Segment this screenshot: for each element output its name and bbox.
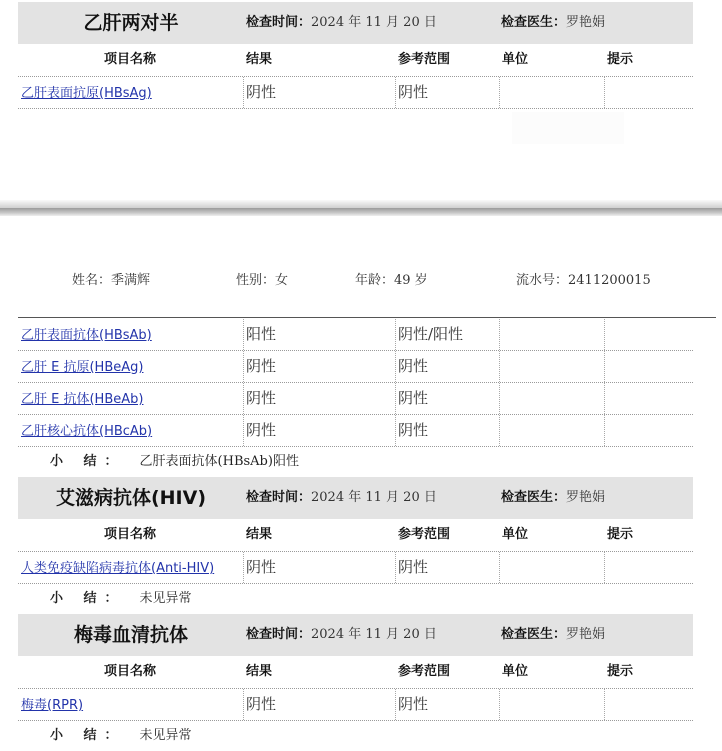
section-header-hiv: [18, 477, 693, 519]
item-link[interactable]: 乙肝 E 抗体(HBeAb): [21, 392, 144, 407]
summary-label: 小 结：: [50, 591, 126, 606]
blank-patch: [512, 112, 624, 144]
table-row: [18, 383, 693, 415]
summary-line: [50, 584, 192, 614]
result-value: 阴性: [246, 83, 277, 101]
col-range: 参考范围: [398, 664, 451, 679]
check-date: 2024 年 11 月 20 日: [311, 490, 437, 505]
col-result: 结果: [246, 527, 273, 542]
range-value: 阴性: [398, 558, 429, 576]
column-header-row: [18, 44, 693, 77]
section-title: 梅毒血清抗体: [73, 624, 188, 646]
range-value: 阴性: [398, 389, 429, 407]
section-header-syphilis: [18, 614, 693, 656]
col-hint: 提示: [607, 664, 634, 679]
check-time: 检查时间：2024 年 11 月 20 日: [246, 627, 437, 642]
doctor-name: 罗艳娟: [566, 15, 606, 30]
range-value: 阴性: [398, 357, 429, 375]
section-header-hepatitis-b: [18, 2, 693, 44]
col-range: 参考范围: [398, 527, 451, 542]
check-date: 2024 年 11 月 20 日: [311, 15, 437, 30]
serial-number: 流水号：2411200015: [516, 273, 651, 288]
col-result: 结果: [246, 664, 273, 679]
col-name: 项目名称: [104, 664, 157, 679]
summary-line: [50, 721, 192, 751]
table-row: [18, 319, 693, 351]
col-unit: 单位: [502, 664, 529, 679]
table-row: [18, 77, 693, 109]
item-link[interactable]: 乙肝 E 抗原(HBeAg): [21, 360, 144, 375]
check-time: 检查时间：2024 年 11 月 20 日: [246, 15, 437, 30]
col-hint: 提示: [607, 52, 634, 67]
summary-label: 小 结：: [50, 728, 126, 743]
col-name: 项目名称: [104, 527, 157, 542]
column-header-row: [18, 519, 693, 552]
patient-age: 年龄：49 岁: [355, 273, 428, 288]
section-title: 艾滋病抗体(HIV): [55, 487, 207, 509]
col-unit: 单位: [502, 52, 529, 67]
table-row: [18, 351, 693, 383]
result-value: 阴性: [246, 389, 277, 407]
page-break-shadow: [0, 200, 722, 208]
column-header-row: [18, 656, 693, 689]
check-doctor: 检查医生：罗艳娟: [501, 15, 606, 30]
check-time: 检查时间：2024 年 11 月 20 日: [246, 490, 437, 505]
summary-label: 小 结：: [50, 454, 126, 469]
summary-line: [50, 447, 299, 477]
result-value: 阴性: [246, 421, 277, 439]
check-doctor: 检查医生：罗艳娟: [501, 490, 606, 505]
summary-text: 未见异常: [139, 728, 192, 743]
range-value: 阴性: [398, 695, 429, 713]
item-link[interactable]: 乙肝表面抗原(HBsAg): [21, 86, 152, 101]
col-result: 结果: [246, 52, 273, 67]
result-value: 阴性: [246, 558, 277, 576]
result-value: 阳性: [246, 325, 277, 343]
item-link[interactable]: 梅毒(RPR): [21, 698, 84, 713]
patient-divider: [18, 317, 716, 318]
check-doctor: 检查医生：罗艳娟: [501, 627, 606, 642]
section-title: 乙肝两对半: [83, 12, 179, 34]
table-row: [18, 689, 693, 721]
result-value: 阴性: [246, 357, 277, 375]
check-date: 2024 年 11 月 20 日: [311, 627, 437, 642]
item-link[interactable]: 人类免疫缺陷病毒抗体(Anti-HIV): [21, 561, 215, 576]
item-link[interactable]: 乙肝表面抗体(HBsAb): [21, 328, 152, 343]
range-value: 阴性: [398, 83, 429, 101]
patient-gender: 性别：女: [236, 273, 289, 288]
item-link[interactable]: 乙肝核心抗体(HBcAb): [21, 424, 153, 439]
range-value: 阴性/阳性: [398, 325, 464, 343]
patient-name: 姓名：季满辉: [72, 273, 151, 288]
result-value: 阴性: [246, 695, 277, 713]
page-break: [0, 208, 722, 216]
summary-text: 乙肝表面抗体(HBsAb)阳性: [139, 454, 299, 469]
summary-text: 未见异常: [139, 591, 192, 606]
col-name: 项目名称: [104, 52, 157, 67]
col-range: 参考范围: [398, 52, 451, 67]
col-hint: 提示: [607, 527, 634, 542]
range-value: 阴性: [398, 421, 429, 439]
doctor-name: 罗艳娟: [566, 490, 606, 505]
doctor-name: 罗艳娟: [566, 627, 606, 642]
col-unit: 单位: [502, 527, 529, 542]
table-row: [18, 415, 693, 447]
table-row: [18, 552, 693, 584]
